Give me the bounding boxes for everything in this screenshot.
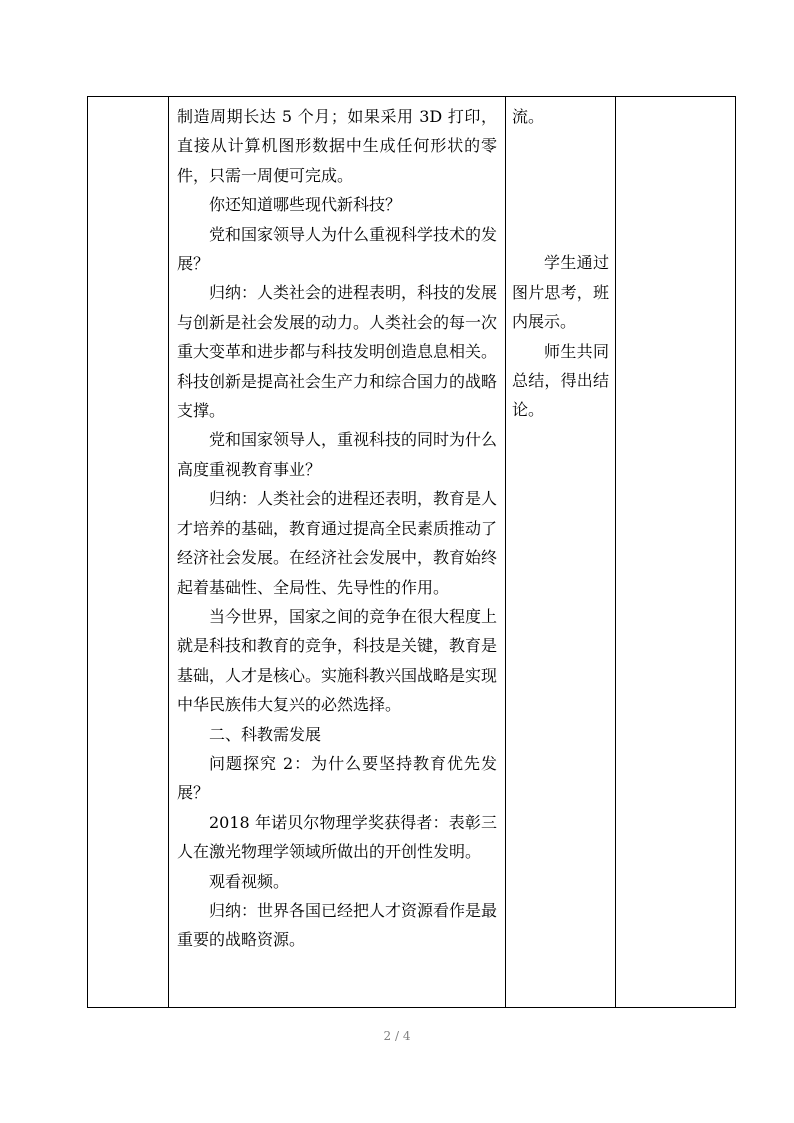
teacher-activity-cell	[169, 97, 506, 1008]
page-number: 2 / 4	[383, 1029, 411, 1043]
section-heading: 二、科教需发展	[209, 724, 322, 744]
stage-column-cell	[88, 97, 169, 1008]
content-paragraph: 问题探究 2：为什么要坚持教育优先发展？	[177, 753, 497, 803]
content-paragraph: 归纳：人类社会的进程表明，科技的发展与创新是社会发展的动力。人类社会的每一次重大变革和进步都与科技发明创造息息相关。科技创新是提高社会生产力和综合国力的战略支撑。	[177, 283, 498, 421]
student-activity-cell	[506, 97, 616, 1008]
student-activity-text: 学生通过图片思考，班内展示。	[512, 253, 609, 332]
student-activity-text: 师生共同总结，得出结论。	[512, 341, 609, 420]
content-paragraph: 党和国家领导人，重视科技的同时为什么高度重视教育事业？	[177, 430, 498, 479]
content-paragraph: 当今世界，国家之间的竞争在很大程度上就是科技和教育的竞争，科技是关键，教育是基础，人才是核心。实施科教兴国战略是实现中华民族伟大复兴的必然选择。	[177, 606, 498, 715]
lesson-plan-table	[87, 96, 736, 1008]
table-row	[88, 97, 736, 1008]
content-paragraph: 观看视频。	[209, 871, 290, 891]
spacer	[512, 131, 609, 248]
content-paragraph: 归纳：人类社会的进程还表明，教育是人才培养的基础，教育通过提高全民素质推动了经济社会发展。在经济社会发展中，教育始终起着基础性、全局性、先导性的作用。	[177, 489, 498, 597]
student-activity-lead: 流。	[512, 107, 545, 126]
content-paragraph: 2018 年诺贝尔物理学奖获得者：表彰三人在激光物理学领域所做出的开创性发明。	[177, 812, 497, 862]
content-paragraph: 你还知道哪些现代新科技？	[209, 195, 402, 215]
content-paragraph: 党和国家领导人为什么重视科学技术的发展？	[177, 224, 498, 274]
content-paragraph: 归纳：世界各国已经把人才资源看作是最重要的战略资源。	[177, 900, 498, 950]
design-intent-cell	[616, 97, 736, 1008]
content-paragraph: 制造周期长达 5 个月；如果采用 3D 打印，直接从计算机图形数据中生成任何形状的零件，只需一周便可完成。	[177, 107, 497, 185]
